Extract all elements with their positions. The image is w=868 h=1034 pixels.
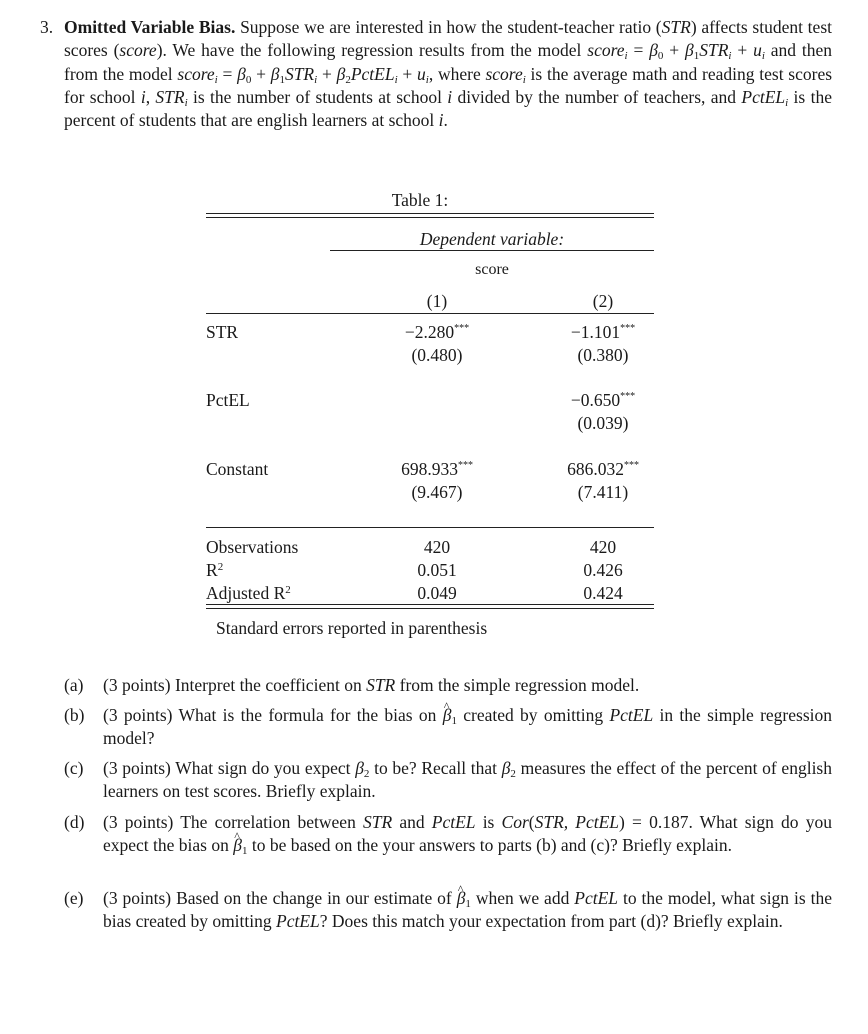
stat-observations-col2: 420 xyxy=(589,537,617,557)
table-top-rule-2 xyxy=(206,217,654,218)
stats-top-rule xyxy=(206,527,654,528)
cell-constant-col1-se: (9.467) xyxy=(411,482,463,502)
question-a-label: (a) xyxy=(64,675,84,695)
question-c-label: (c) xyxy=(64,758,84,778)
question-e-label: (e) xyxy=(64,888,84,908)
question-d-label: (d) xyxy=(64,812,85,832)
question-a: (a) (3 points) Interpret the coefficient on STR from the simple regression model. xyxy=(64,674,832,697)
cell-pctel-col2-se: (0.039) xyxy=(577,413,629,433)
table-bottom-rule-2 xyxy=(206,608,654,609)
dependent-header-rule xyxy=(330,250,654,251)
question-c: (c) (3 points) What sign do you expect $\beta_2$ to be? Recall that $\beta_2$ measures the effect of the percent of english learners on test scores. Briefly explain. xyxy=(64,758,832,802)
question-e: (e) (3 points) Based on the change in our estimate of ^ $\beta_1$ when we add PctEL to the model, what sign is the bias created by omitting PctEL? Does this match your expectation from part (d)? Briefly explain. xyxy=(64,887,832,934)
cell-str-col2-se: (0.380) xyxy=(577,345,629,365)
table-bottom-rule-1 xyxy=(206,604,654,605)
stat-label-observations: Observations xyxy=(206,537,299,557)
stat-r2-col2: 0.426 xyxy=(583,560,623,580)
column-header-2: (2) xyxy=(592,291,614,311)
stat-r2-col1: 0.051 xyxy=(417,560,457,580)
question-b: (b) (3 points) What is the formula for the bias on ^ $\beta_1$ created by omitting PctEL in the simple regression model? xyxy=(64,704,832,751)
column-header-1: (1) xyxy=(426,291,448,311)
dependent-variable-header: Dependent variable: xyxy=(419,229,565,249)
row-label-str: STR xyxy=(206,322,239,342)
question-d: (d) (3 points) The correlation between STR and PctEL is Cor(STR, PctEL) = 0.187. What sign do you expect the bias on ^ $\beta_1$ to be based on the your answers to parts (b) and (c)? Briefly explain. xyxy=(64,811,832,858)
table-top-rule-1 xyxy=(206,213,654,214)
problem-title: Omitted Variable Bias. xyxy=(64,17,236,37)
cell-pctel-col2: −0.650*** xyxy=(570,390,636,410)
problem-number: 3. xyxy=(40,17,54,37)
stat-label-adjusted-r2: Adjusted $R^2$ xyxy=(206,583,291,603)
dependent-variable-name: score xyxy=(475,261,509,278)
row-label-constant: Constant xyxy=(206,459,269,479)
table-note: Standard errors reported in parenthesis xyxy=(216,618,488,638)
stat-label-r2: $R^2$ xyxy=(206,560,224,580)
row-label-pctel: PctEL xyxy=(206,390,250,410)
cell-constant-col2-se: (7.411) xyxy=(577,482,629,502)
cell-constant-col1: 698.933*** xyxy=(401,459,473,479)
table-caption: Table 1: xyxy=(391,190,449,210)
cell-constant-col2: 686.032*** xyxy=(567,459,639,479)
cell-str-col1-se: (0.480) xyxy=(411,345,463,365)
column-header-rule xyxy=(206,313,654,314)
cell-str-col2: −1.101*** xyxy=(570,322,636,342)
stat-adjusted-r2-col1: 0.049 xyxy=(417,583,457,603)
stat-adjusted-r2-col2: 0.424 xyxy=(583,583,623,603)
stat-observations-col1: 420 xyxy=(423,537,451,557)
cell-str-col1: −2.280*** xyxy=(404,322,470,342)
problem-statement: 3. Omitted Variable Bias. Suppose we are interested in how the student-teacher ratio (STR) affects student test scores (score). We have the following regression results from the model score$_i$ = $\beta_0 + \beta_1STR_i + u_i$ and then from the model score$_i$ = $\beta_0 + \beta_1STR_i$ + $\beta_2PctEL_i + u_i$, where score$_i$ is the average math and reading test scores for school i, $STR_i$ is the number of students at school i divided by the number of teachers, and PctEL$_i$ is the percent of students that are english learners at school i. xyxy=(40,17,833,131)
question-b-label: (b) xyxy=(64,705,85,725)
